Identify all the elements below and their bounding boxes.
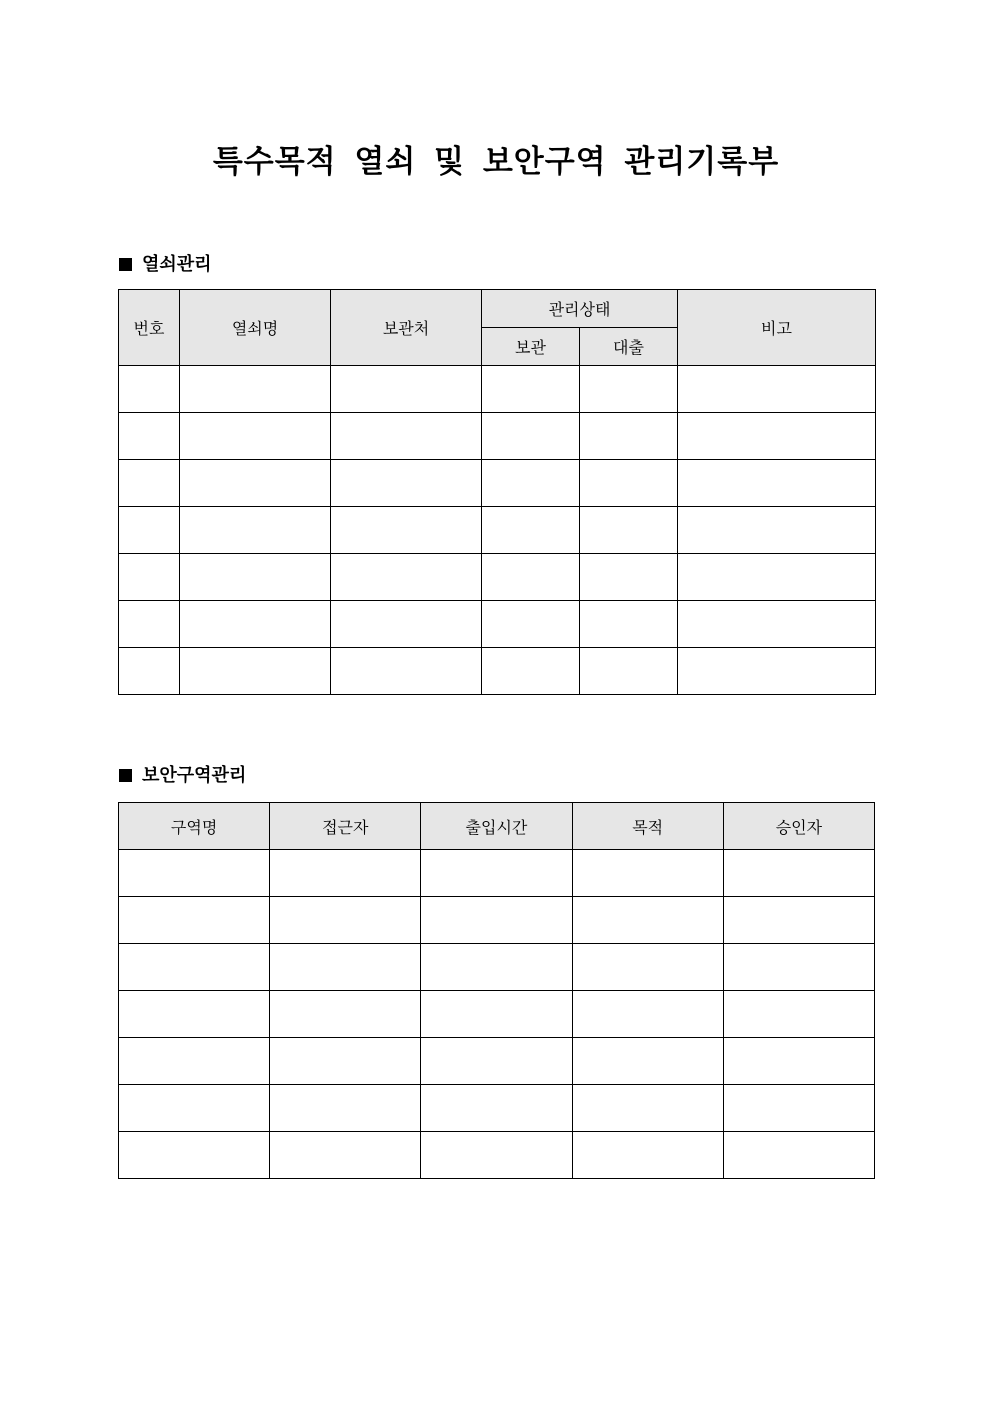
table-cell[interactable] — [572, 850, 723, 897]
header-management-status: 관리상태 — [482, 290, 678, 328]
table-row — [119, 991, 875, 1038]
table-cell[interactable] — [723, 991, 874, 1038]
table-row — [119, 601, 876, 648]
table-cell[interactable] — [119, 1132, 270, 1179]
table-cell[interactable] — [270, 850, 421, 897]
table-cell[interactable] — [572, 1132, 723, 1179]
black-square-icon — [119, 258, 132, 271]
table-cell[interactable] — [421, 1132, 572, 1179]
table-cell[interactable] — [119, 366, 180, 413]
table-cell[interactable] — [482, 413, 580, 460]
table-cell[interactable] — [421, 897, 572, 944]
table-cell[interactable] — [421, 1038, 572, 1085]
table-cell[interactable] — [180, 507, 331, 554]
table-row — [119, 1085, 875, 1132]
key-management-table — [118, 289, 876, 695]
table-cell[interactable] — [331, 413, 482, 460]
table-cell[interactable] — [580, 601, 678, 648]
table-cell[interactable] — [723, 850, 874, 897]
table-cell[interactable] — [572, 944, 723, 991]
table-cell[interactable] — [421, 991, 572, 1038]
table-cell[interactable] — [723, 1085, 874, 1132]
table-cell[interactable] — [270, 991, 421, 1038]
table-row — [119, 1038, 875, 1085]
table-cell[interactable] — [119, 897, 270, 944]
table-cell[interactable] — [723, 1132, 874, 1179]
black-square-icon — [119, 769, 132, 782]
table-cell[interactable] — [421, 944, 572, 991]
table-cell[interactable] — [180, 413, 331, 460]
table-row — [119, 366, 876, 413]
table-cell[interactable] — [580, 460, 678, 507]
table-row — [119, 648, 876, 695]
table-cell[interactable] — [482, 460, 580, 507]
header-key-name: 열쇠명 — [180, 290, 331, 366]
table-cell[interactable] — [270, 1038, 421, 1085]
header-zone-name: 구역명 — [119, 803, 270, 850]
table-cell[interactable] — [723, 944, 874, 991]
table-cell[interactable] — [180, 554, 331, 601]
table-cell[interactable] — [678, 601, 876, 648]
header-storage-location: 보관처 — [331, 290, 482, 366]
table-cell[interactable] — [119, 507, 180, 554]
table-cell[interactable] — [119, 850, 270, 897]
table-cell[interactable] — [180, 460, 331, 507]
table-cell[interactable] — [572, 1038, 723, 1085]
table-cell[interactable] — [580, 413, 678, 460]
table-cell[interactable] — [723, 1038, 874, 1085]
table-cell[interactable] — [119, 554, 180, 601]
table-cell[interactable] — [678, 507, 876, 554]
table-cell[interactable] — [572, 897, 723, 944]
table-cell[interactable] — [580, 554, 678, 601]
table-cell[interactable] — [482, 366, 580, 413]
header-entry-time: 출입시간 — [421, 803, 572, 850]
table-cell[interactable] — [678, 460, 876, 507]
table-row — [119, 850, 875, 897]
table-cell[interactable] — [180, 648, 331, 695]
header-accessor: 접근자 — [270, 803, 421, 850]
table-cell[interactable] — [270, 897, 421, 944]
zone-section-heading-text: 보안구역관리 — [142, 765, 247, 786]
header-status-stored: 보관 — [482, 328, 580, 366]
table-cell[interactable] — [482, 601, 580, 648]
table-row — [119, 897, 875, 944]
header-remarks: 비고 — [678, 290, 876, 366]
table-cell[interactable] — [331, 554, 482, 601]
header-approver: 승인자 — [723, 803, 874, 850]
table-cell[interactable] — [421, 1085, 572, 1132]
table-cell[interactable] — [572, 991, 723, 1038]
table-cell[interactable] — [119, 1038, 270, 1085]
header-number: 번호 — [119, 290, 180, 366]
table-cell[interactable] — [119, 413, 180, 460]
table-cell[interactable] — [572, 1085, 723, 1132]
table-cell[interactable] — [421, 850, 572, 897]
header-status-loaned: 대출 — [580, 328, 678, 366]
table-cell[interactable] — [678, 554, 876, 601]
table-cell[interactable] — [270, 1132, 421, 1179]
table-cell[interactable] — [119, 991, 270, 1038]
header-purpose: 목적 — [572, 803, 723, 850]
table-cell[interactable] — [482, 648, 580, 695]
table-cell[interactable] — [331, 366, 482, 413]
table-cell[interactable] — [270, 944, 421, 991]
table-cell[interactable] — [482, 507, 580, 554]
table-row — [119, 460, 876, 507]
table-cell[interactable] — [678, 648, 876, 695]
key-section-heading-text: 열쇠관리 — [142, 254, 212, 275]
table-row — [119, 944, 875, 991]
table-cell[interactable] — [119, 460, 180, 507]
security-zone-table — [118, 802, 875, 1179]
table-cell[interactable] — [180, 366, 331, 413]
table-cell[interactable] — [678, 413, 876, 460]
zone-section-heading — [119, 764, 246, 788]
table-cell[interactable] — [580, 366, 678, 413]
table-cell[interactable] — [119, 601, 180, 648]
table-row — [119, 413, 876, 460]
table-cell[interactable] — [119, 648, 180, 695]
table-cell[interactable] — [331, 507, 482, 554]
table-cell[interactable] — [723, 897, 874, 944]
table-cell[interactable] — [331, 460, 482, 507]
table-cell[interactable] — [270, 1085, 421, 1132]
table-cell[interactable] — [331, 601, 482, 648]
table-row — [119, 554, 876, 601]
key-section-heading — [119, 253, 212, 277]
table-row — [119, 507, 876, 554]
table-cell[interactable] — [678, 366, 876, 413]
table-cell[interactable] — [180, 601, 331, 648]
table-cell[interactable] — [482, 554, 580, 601]
table-cell[interactable] — [331, 648, 482, 695]
table-row — [119, 1132, 875, 1179]
table-cell[interactable] — [580, 507, 678, 554]
table-cell[interactable] — [119, 1085, 270, 1132]
document-title: 특수목적 열쇠 및 보안구역 관리기록부 — [212, 144, 780, 180]
table-cell[interactable] — [119, 944, 270, 991]
table-cell[interactable] — [580, 648, 678, 695]
